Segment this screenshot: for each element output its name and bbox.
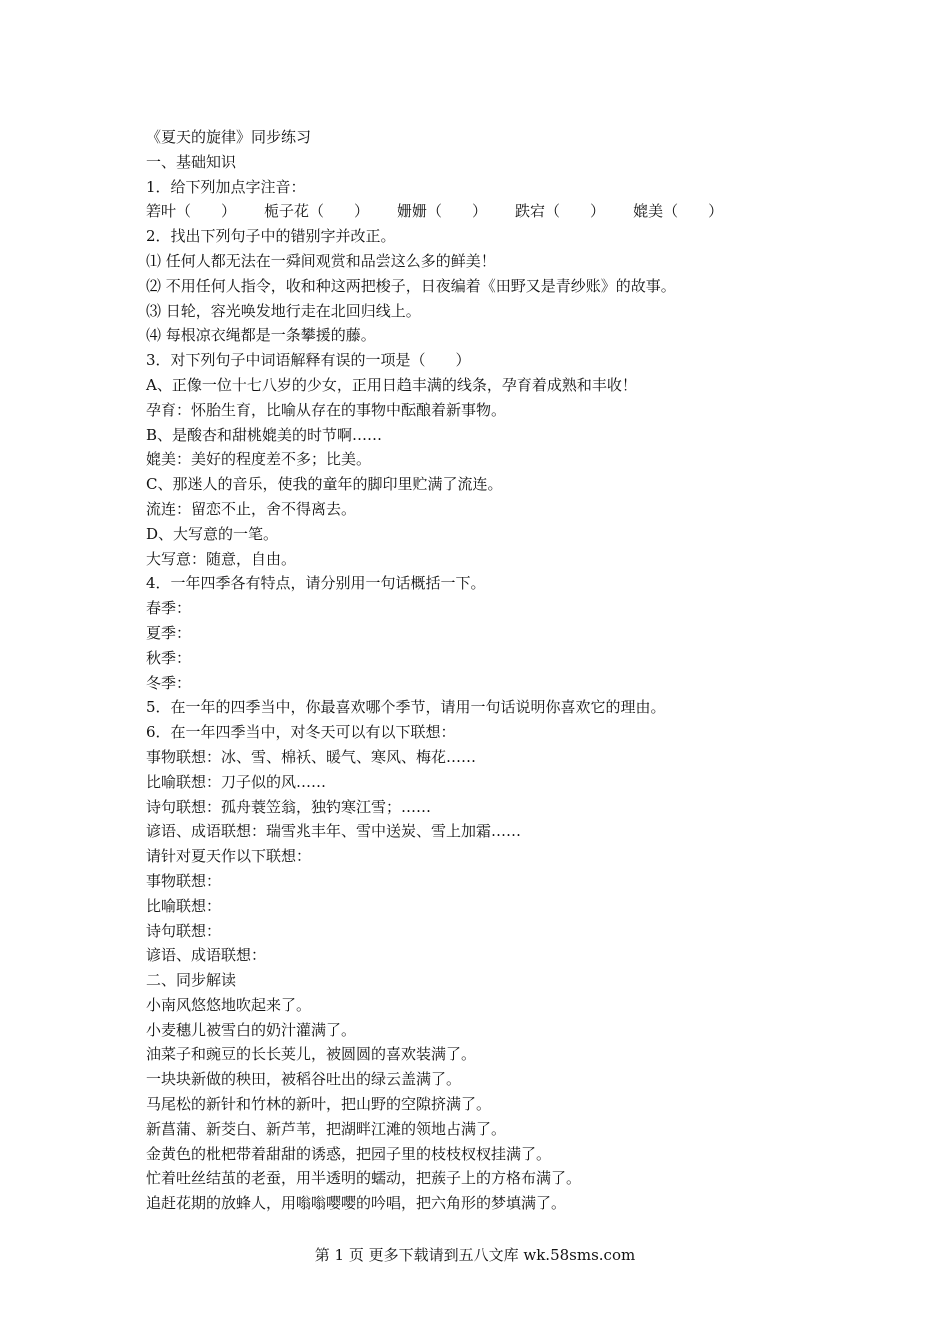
question-2-item: ⑷ 每根凉衣绳都是一条攀援的藤。	[146, 326, 376, 345]
pinyin-item: 媲美（ ）	[633, 202, 724, 221]
pinyin-item: 箬叶（ ）	[146, 202, 237, 221]
question-4-line: 冬季：	[146, 673, 192, 692]
section-heading-basics: 一、基础知识	[146, 152, 237, 171]
question-3-prompt: 3．对下列句子中词语解释有误的一项是（ ）	[146, 351, 471, 370]
question-3-line: A、正像一位十七八岁的少女，正用日趋丰满的线条，孕育着成熟和丰收！	[146, 375, 637, 394]
question-6-line: 诗句联想：孤舟蓑笠翁，独钓寒江雪；……	[146, 797, 432, 816]
question-6-line: 请针对夏天作以下联想：	[146, 847, 312, 866]
reading-line: 新菖蒲、新茭白、新芦苇，把湖畔江滩的领地占满了。	[146, 1119, 507, 1138]
question-6-line: 比喻联想：刀子似的风……	[146, 772, 327, 791]
question-2-prompt: 2．找出下列句子中的错别字并改正。	[146, 227, 396, 246]
question-3-line: D、大写意的一笔。	[146, 524, 279, 543]
question-3-line: 媲美：美好的程度差不多；比美。	[146, 450, 372, 469]
section-heading-reading: 二、同步解读	[146, 971, 237, 990]
question-2-item: ⑴ 任何人都无法在一舜间观赏和品尝这么多的鲜美！	[146, 251, 496, 270]
question-6-line: 事物联想：	[146, 871, 222, 890]
question-4-prompt: 4．一年四季各有特点，请分别用一句话概括一下。	[146, 574, 486, 593]
question-3-line: B、是酸杏和甜桃媲美的时节啊……	[146, 425, 383, 444]
reading-line: 油菜子和豌豆的长长荚儿，被圆圆的喜欢装满了。	[146, 1045, 477, 1064]
reading-line: 忙着吐丝结茧的老蚕，用半透明的蠕动，把蔟子上的方格布满了。	[146, 1169, 582, 1188]
document-body	[146, 125, 846, 1216]
question-3-line: 流连：留恋不止，舍不得离去。	[146, 499, 357, 518]
reading-line: 小麦穗儿被雪白的奶汁灌满了。	[146, 1020, 357, 1039]
question-3-line: C、那迷人的音乐，使我的童年的脚印里贮满了流连。	[146, 475, 503, 494]
reading-line: 追赶花期的放蜂人，用嗡嗡嘤嘤的吟唱，把六角形的梦填满了。	[146, 1194, 567, 1213]
question-6-line: 谚语、成语联想：	[146, 946, 267, 965]
question-1-prompt: 1．给下列加点字注音：	[146, 177, 306, 196]
question-5-prompt: 5．在一年的四季当中，你最喜欢哪个季节，请用一句话说明你喜欢它的理由。	[146, 698, 666, 717]
question-1-items	[146, 199, 846, 224]
question-2-item: ⑵ 不用任何人指令，收和种这两把梭子，日夜编着《田野又是青纱账》的故事。	[146, 276, 676, 295]
question-4-line: 夏季：	[146, 623, 192, 642]
question-4-line: 秋季：	[146, 648, 192, 667]
question-6-line: 比喻联想：	[146, 896, 222, 915]
page-footer: 第 1 页 更多下载请到五八文库 wk.58sms.com	[314, 1246, 636, 1264]
question-6-line: 诗句联想：	[146, 921, 222, 940]
question-2-item: ⑶ 日轮，容光唤发地行走在北回归线上。	[146, 301, 421, 320]
question-4-line: 春季：	[146, 599, 192, 618]
reading-line: 一块块新做的秧田，被稻谷吐出的绿云盖满了。	[146, 1070, 462, 1089]
document-title: 《夏天的旋律》同步练习	[146, 128, 312, 146]
reading-line: 金黄色的枇杷带着甜甜的诱惑，把园子里的枝枝杈杈挂满了。	[146, 1144, 552, 1163]
reading-line: 小南风悠悠地吹起来了。	[146, 995, 312, 1014]
question-3-line: 孕育：怀胎生育，比喻从存在的事物中酝酿着新事物。	[146, 400, 507, 419]
question-6-line: 谚语、成语联想：瑞雪兆丰年、雪中送炭、雪上加霜……	[146, 822, 522, 841]
question-6-prompt: 6．在一年四季当中，对冬天可以有以下联想：	[146, 723, 456, 742]
pinyin-item: 跌宕（ ）	[515, 202, 606, 221]
question-6-line: 事物联想：冰、雪、棉袄、暖气、寒风、梅花……	[146, 747, 477, 766]
reading-line: 马尾松的新针和竹林的新叶，把山野的空隙挤满了。	[146, 1095, 492, 1114]
pinyin-item: 姗姗（ ）	[397, 202, 488, 221]
question-3-line: 大写意：随意，自由。	[146, 549, 297, 568]
pinyin-item: 栀子花（ ）	[264, 202, 370, 221]
